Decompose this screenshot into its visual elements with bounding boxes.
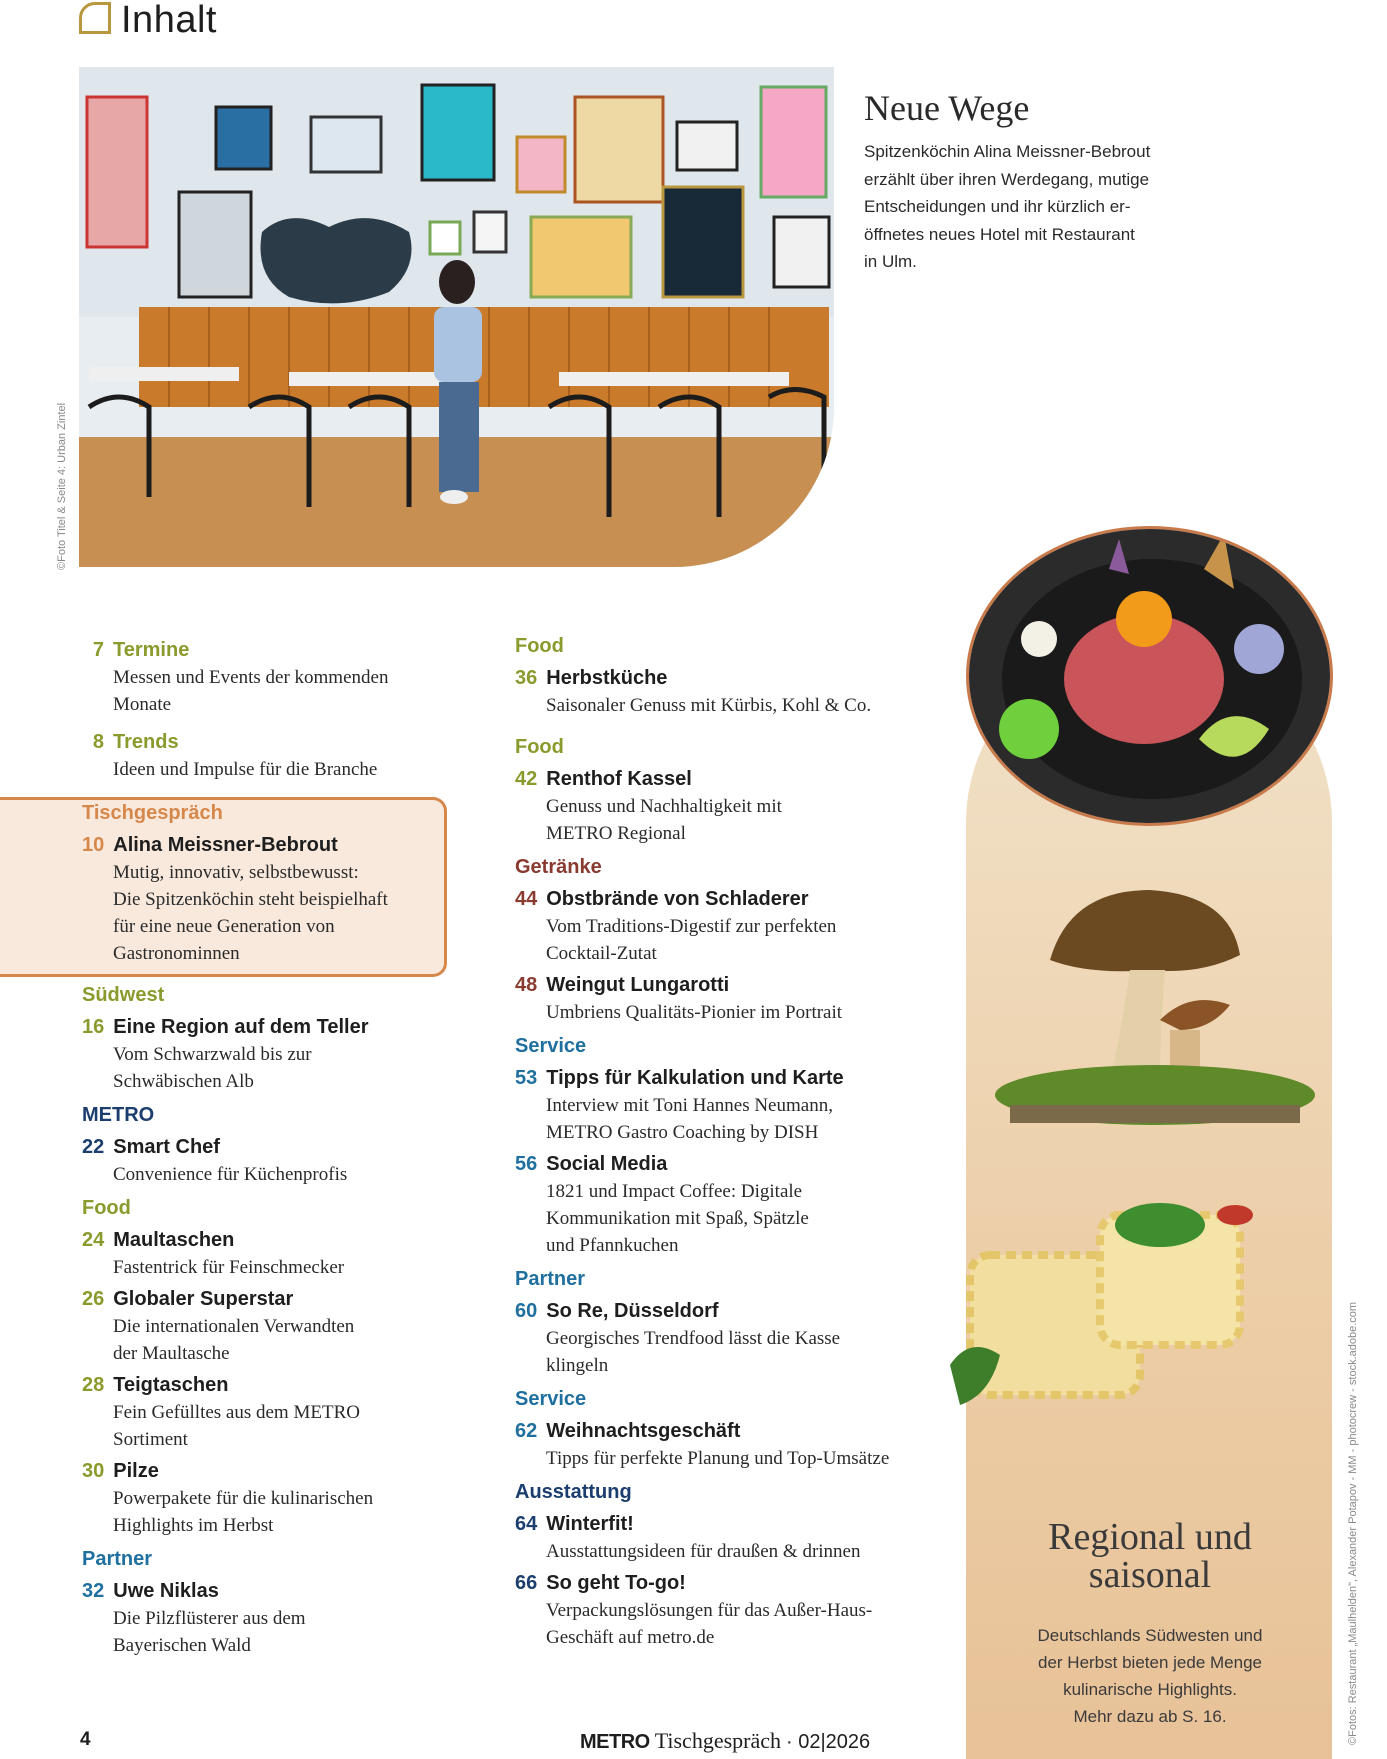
entry-desc: Ideen und Impulse für die Branche (113, 759, 378, 780)
entry-title: Weihnachtsgeschäft (546, 1420, 741, 1442)
entry-desc: Powerpakete für die kulinarischen (113, 1488, 374, 1509)
section-label: METRO (82, 1104, 155, 1126)
entry-desc: klingeln (546, 1355, 609, 1376)
section-label: Partner (82, 1548, 153, 1570)
feature-line: öffnetes neues Hotel mit Restaurant (864, 224, 1135, 244)
entry-desc: Vom Schwarzwald bis zur (113, 1044, 312, 1065)
entry-title: Maultaschen (113, 1229, 235, 1251)
entry-title: So geht To-go! (546, 1572, 686, 1594)
page-number: 22 (82, 1136, 105, 1158)
tartare-plate-photo (966, 526, 1333, 826)
entry-desc: Mutig, innovativ, selbstbewusst: (113, 862, 359, 883)
regional-title-line: Regional und (1048, 1516, 1252, 1558)
toc-entry[interactable] (515, 664, 935, 719)
feature-text (864, 138, 1164, 276)
entry-desc: Cocktail-Zutat (546, 943, 657, 964)
entry-desc: Tipps für perfekte Planung und Top-Umsätze (546, 1448, 890, 1469)
toc-entry[interactable] (82, 1577, 452, 1659)
entry-desc: Umbriens Qualitäts-Pionier im Portrait (546, 1002, 843, 1023)
entry-desc: Ausstattungsideen für draußen & drinnen (546, 1541, 861, 1562)
entry-desc: Fein Gefülltes aus dem METRO (113, 1402, 360, 1423)
toc-entry[interactable] (82, 1371, 452, 1453)
page-number: 44 (515, 888, 538, 910)
entry-desc: Vom Traditions-Digestif zur perfekten (546, 916, 837, 937)
restaurant-illustration (79, 67, 834, 567)
entry-desc: 1821 und Impact Coffee: Digitale (546, 1181, 803, 1202)
entry-title: Weingut Lungarotti (546, 974, 730, 996)
entry-desc: für eine neue Generation von (113, 916, 335, 937)
page-number: 28 (82, 1374, 105, 1396)
toc-entry[interactable] (82, 831, 452, 967)
feature-line: Entscheidungen und ihr kürzlich er- (864, 197, 1131, 216)
feature-line: Spitzenköchin Alina Meissner-Bebrout (864, 142, 1151, 161)
feature-line: in Ulm. (864, 252, 917, 271)
page-number: 36 (515, 667, 538, 689)
hero-photo (79, 67, 834, 567)
entry-desc: Die Spitzenköchin steht beispielhaft (113, 889, 388, 910)
entry-desc: METRO Regional (546, 823, 686, 844)
section-label: Service (515, 1035, 587, 1057)
page-number: 62 (515, 1420, 538, 1442)
section-label: Service (515, 1388, 587, 1410)
toc-entry[interactable] (515, 1417, 935, 1472)
entry-desc: Messen und Events der kommenden (113, 667, 389, 688)
toc-entry[interactable] (515, 1150, 935, 1259)
regional-title-line: saisonal (1088, 1554, 1212, 1596)
entry-title: Teigtaschen (113, 1374, 229, 1396)
entry-desc: Genuss und Nachhaltigkeit mit (546, 796, 782, 817)
entry-title: Pilze (113, 1460, 159, 1482)
entry-desc: Schwäbischen Alb (113, 1071, 254, 1092)
entry-title: Renthof Kassel (546, 768, 692, 790)
entry-title: Obstbrände von Schladerer (546, 888, 809, 910)
entry-desc: der Maultasche (113, 1343, 230, 1364)
toc-entry[interactable] (515, 1064, 935, 1146)
moss-illustration (990, 1055, 1320, 1135)
page-number: 32 (82, 1580, 105, 1602)
section-label: Food (515, 635, 564, 657)
toc-entry[interactable] (515, 885, 935, 967)
entry-desc: Geschäft auf metro.de (546, 1627, 715, 1648)
entry-title: Smart Chef (113, 1136, 220, 1158)
tartare-illustration (969, 529, 1333, 826)
entry-desc: Gastronominnen (113, 943, 240, 964)
entry-title: Uwe Niklas (113, 1580, 219, 1602)
entry-desc: Die Pilzflüsterer aus dem (113, 1608, 306, 1629)
entry-desc: Highlights im Herbst (113, 1515, 274, 1536)
toc-entry[interactable] (82, 1133, 452, 1188)
feature-line: erzählt über ihren Werdegang, mutige (864, 169, 1150, 189)
toc-entry[interactable] (515, 1510, 935, 1565)
section-label: Food (515, 736, 564, 758)
entry-desc: Saisonaler Genuss mit Kürbis, Kohl & Co. (546, 695, 872, 716)
page-number: 42 (515, 768, 538, 790)
side-photo-credit: ©Fotos: Restaurant „Maulhelden", Alexander Potapov - MM - photocrew - stock.adobe.com (1347, 1301, 1359, 1745)
page-number: 10 (82, 834, 105, 856)
photo-credit: ©Foto Titel & Seite 4: Urban Zintel (56, 402, 68, 570)
page-number: 53 (515, 1067, 538, 1089)
entry-desc: Verpackungslösungen für das Außer-Haus- (546, 1600, 873, 1621)
toc-entry[interactable] (515, 971, 935, 1026)
section-label: Partner (515, 1268, 586, 1290)
regional-text (1010, 1622, 1290, 1730)
section-label: Getränke (515, 856, 602, 878)
entry-desc: Fastentrick für Feinschmecker (113, 1257, 345, 1278)
toc-left-column (82, 632, 452, 1659)
entry-desc: Sortiment (113, 1429, 188, 1450)
page-title: Inhalt (121, 0, 217, 41)
entry-desc: Kommunikation mit Spaß, Spätzle (546, 1208, 809, 1229)
entry-desc: Georgisches Trendfood lässt die Kasse (546, 1328, 841, 1349)
feature-teaser (864, 86, 1164, 276)
page-number: 24 (82, 1229, 105, 1251)
page-number: 16 (82, 1016, 105, 1038)
page-number: 30 (82, 1460, 105, 1482)
entry-desc: METRO Gastro Coaching by DISH (546, 1122, 819, 1143)
toc-entry[interactable] (82, 636, 452, 718)
toc-entry[interactable] (515, 1569, 935, 1651)
section-label: Südwest (82, 984, 165, 1006)
section-label: Food (82, 1197, 131, 1219)
entry-title: Alina Meissner-Bebrout (113, 834, 338, 856)
page-number: 48 (515, 974, 538, 996)
footer-magazine: Tischgespräch (654, 1728, 782, 1753)
regional-teaser (1010, 1518, 1290, 1730)
toc-entry[interactable] (82, 1226, 452, 1281)
page-header (79, 0, 217, 40)
entry-title: Tipps für Kalkulation und Karte (546, 1067, 844, 1089)
entry-title: Herbstküche (546, 667, 668, 689)
toc-right-column (515, 632, 935, 1651)
regional-line: Deutschlands Südwesten und (1037, 1626, 1263, 1645)
footer-masthead (580, 1728, 870, 1754)
toc-entry[interactable] (82, 1013, 452, 1095)
regional-line: Mehr dazu ab S. 16. (1073, 1707, 1227, 1726)
section-label: Tischgespräch (82, 802, 223, 824)
page-number: 26 (82, 1288, 105, 1310)
page-number: 66 (515, 1572, 538, 1594)
entry-title: Termine (113, 639, 190, 661)
toc-entry[interactable] (82, 728, 452, 783)
page-number: 60 (515, 1300, 538, 1322)
toc-entry[interactable] (82, 1285, 452, 1367)
section-label: Ausstattung (515, 1481, 632, 1503)
entry-desc: Convenience für Küchenprofis (113, 1164, 348, 1185)
entry-title: Eine Region auf dem Teller (113, 1016, 369, 1038)
entry-desc: Bayerischen Wald (113, 1635, 251, 1656)
entry-title: Social Media (546, 1153, 668, 1175)
regional-line: kulinarische Highlights. (1063, 1680, 1237, 1699)
entry-title: So Re, Düsseldorf (546, 1300, 719, 1322)
entry-title: Winterfit! (546, 1513, 634, 1535)
regional-title (1010, 1518, 1290, 1594)
footer-brand: METRO (580, 1731, 650, 1753)
toc-entry[interactable] (82, 1457, 452, 1539)
toc-entry[interactable] (515, 765, 935, 847)
page-number: 8 (92, 731, 104, 753)
regional-line: der Herbst bieten jede Menge (1038, 1653, 1262, 1672)
entry-title: Trends (113, 731, 179, 753)
corner-mark-icon (79, 2, 111, 34)
page-number: 64 (515, 1513, 538, 1535)
page-number: 56 (515, 1153, 538, 1175)
entry-desc: Interview mit Toni Hannes Neumann, (546, 1095, 833, 1116)
feature-title: Neue Wege (864, 88, 1030, 128)
page-number: 7 (92, 639, 104, 661)
entry-desc: Monate (113, 694, 172, 715)
toc-entry[interactable] (515, 1297, 935, 1379)
entry-desc: und Pfannkuchen (546, 1235, 679, 1256)
footer-page-number: 4 (80, 1729, 91, 1750)
entry-title: Globaler Superstar (113, 1288, 294, 1310)
ravioli-illustration (930, 1195, 1260, 1445)
footer-issue: · 02|2026 (786, 1731, 871, 1753)
entry-desc: Die internationalen Verwandten (113, 1316, 355, 1337)
